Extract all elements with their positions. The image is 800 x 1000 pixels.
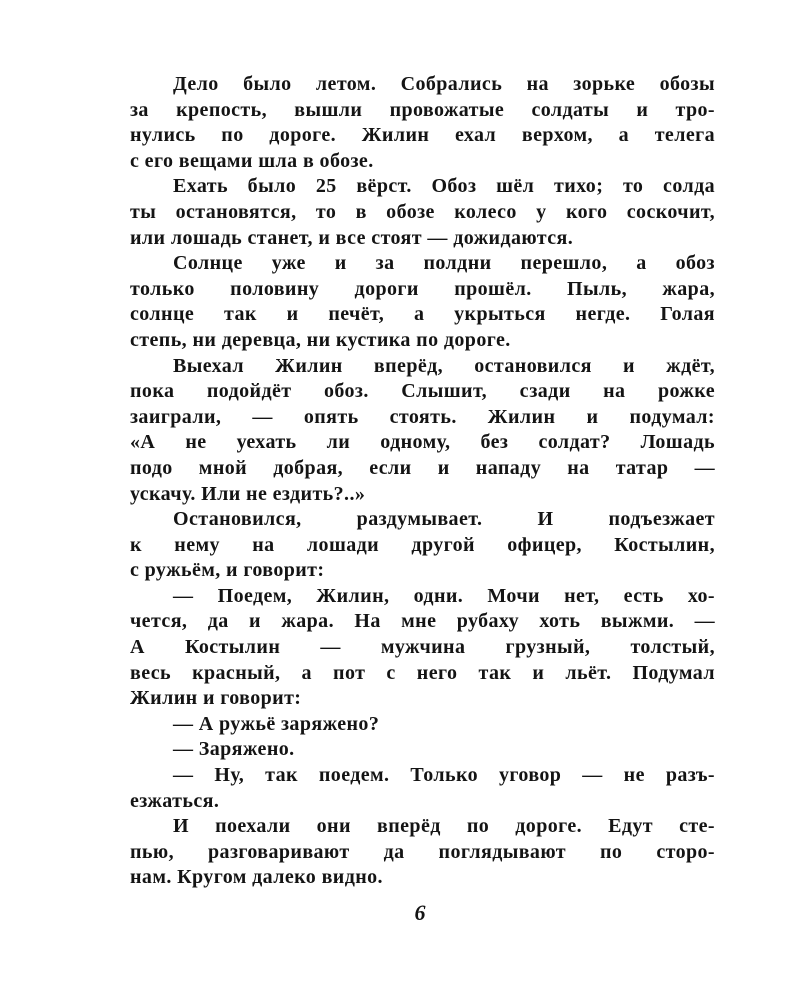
paragraph bbox=[130, 712, 715, 738]
text-line: нам. Кругом далеко видно. bbox=[130, 866, 383, 889]
book-page-text bbox=[130, 72, 715, 891]
paragraph bbox=[130, 763, 715, 814]
paragraph bbox=[130, 584, 715, 712]
text-line: чется, да и жара. На мне рубаху хоть выжми. — bbox=[130, 610, 715, 633]
text-line: нулись по дороге. Жилин ехал верхом, а телега bbox=[130, 124, 715, 147]
text-line: с его вещами шла в обозе. bbox=[130, 149, 374, 172]
text-line: к нему на лошади другой офицер, Костылин, bbox=[130, 533, 715, 556]
text-line: заиграли, — опять стоять. Жилин и подумал: bbox=[130, 405, 715, 428]
text-line: езжаться. bbox=[130, 789, 220, 812]
text-line: ускачу. Или не ездить?..» bbox=[130, 482, 366, 505]
text-line: солнце так и печёт, а укрыться негде. Голая bbox=[130, 303, 715, 326]
text-line: за крепость, вышли провожатые солдаты и тро- bbox=[130, 98, 715, 121]
text-line: пью, разговаривают да поглядывают по сторо- bbox=[130, 840, 715, 863]
text-line: или лошадь станет, и все стоят — дожидаются. bbox=[130, 226, 574, 249]
paragraph bbox=[130, 354, 715, 508]
paragraph bbox=[130, 72, 715, 174]
page-number: 6 bbox=[414, 900, 426, 925]
text-line: весь красный, а пот с него так и льёт. Подумал bbox=[130, 661, 715, 684]
text-line: с ружьём, и говорит: bbox=[130, 559, 325, 582]
text-line: — Заряжено. bbox=[173, 738, 295, 761]
text-line: Выехал Жилин вперёд, остановился и ждёт, bbox=[173, 354, 715, 377]
text-line: Остановился, раздумывает. И подъезжает bbox=[173, 508, 715, 531]
paragraph bbox=[130, 737, 715, 763]
text-line: Солнце уже и за полдни перешло, а обоз bbox=[173, 252, 715, 275]
paragraph bbox=[130, 507, 715, 584]
paragraph bbox=[130, 251, 715, 353]
text-line: Жилин и говорит: bbox=[130, 687, 302, 710]
text-line: И поехали они вперёд по дороге. Едут сте- bbox=[173, 815, 715, 838]
text-line: — Поедем, Жилин, одни. Мочи нет, есть хо- bbox=[173, 584, 715, 607]
text-line: — А ружьё заряжено? bbox=[173, 712, 380, 735]
text-line: пока подойдёт обоз. Слышит, сзади на рожке bbox=[130, 380, 715, 403]
text-line: «А не уехать ли одному, без солдат? Лошадь bbox=[130, 431, 715, 454]
text-line: А Костылин — мужчина грузный, толстый, bbox=[130, 636, 715, 659]
text-line: ты остановятся, то в обозе колесо у кого соскочит, bbox=[130, 200, 715, 223]
text-line: — Ну, так поедем. Только уговор — не разъ- bbox=[173, 764, 715, 787]
text-line: степь, ни деревца, ни кустика по дороге. bbox=[130, 328, 511, 351]
paragraph bbox=[130, 814, 715, 891]
text-line: подо мной добрая, если и нападу на татар — bbox=[130, 456, 715, 479]
paragraph bbox=[130, 174, 715, 251]
text-line: Дело было летом. Собрались на зорьке обозы bbox=[173, 73, 715, 95]
text-line: только половину дороги прошёл. Пыль, жара, bbox=[130, 277, 715, 300]
text-line: Ехать было 25 вёрст. Обоз шёл тихо; то солда bbox=[173, 175, 715, 198]
